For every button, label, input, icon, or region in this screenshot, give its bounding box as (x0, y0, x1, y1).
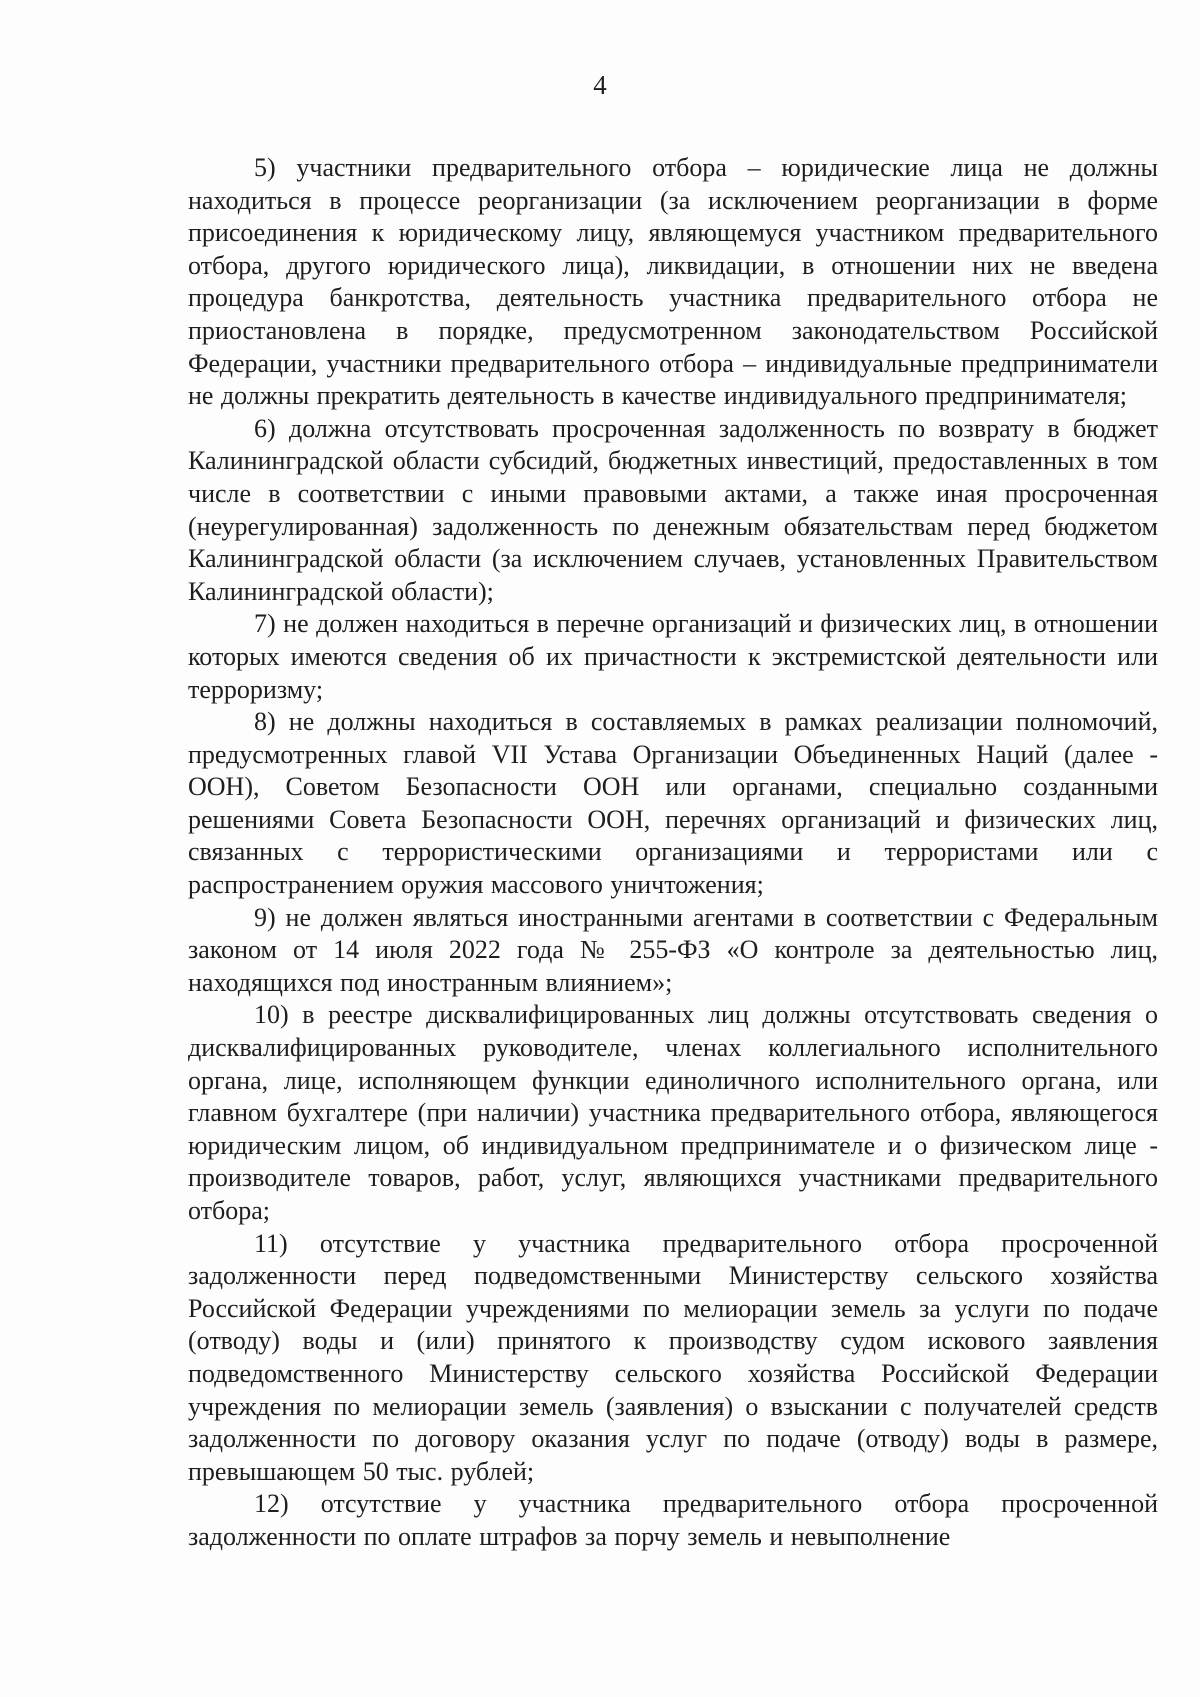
paragraph-item-11: 11) отсутствие у участника предварительного отбора просроченной задолженности перед подведомственными Министерству сельского хозяйства Российской Федерации учреждениями по мелиорации земель за услуги по подаче (отводу) воды и (или) принятого к производству судом искового заявления подведомственного Министерству сельского хозяйства Российской Федерации учреждения по мелиорации земель (заявления) о взыскании с получателей средств задолженности по договору оказания услуг по подаче (отводу) воды в размере, превышающем 50 тыс. рублей; (188, 1228, 1158, 1486)
paragraph-item-12: 12) отсутствие у участника предварительного отбора просроченной задолженности по оплате штрафов за порчу земель и невыполнение (188, 1489, 1158, 1551)
paragraph-item-6: 6) должна отсутствовать просроченная задолженность по возврату в бюджет Калининградской области субсидий, бюджетных инвестиций, предоставленных в том числе в соответствии с иными правовыми актами, а также иная просроченная (неурегулированная) задолженность по денежным обязательствам перед бюджетом Калининградской области (за исключением случаев, установленных Правительством Калининградской области); (188, 413, 1158, 606)
paragraph-item-7: 7) не должен находиться в перечне организаций и физических лиц, в отношении которых имеются сведения об их причастности к экстремистской деятельности или терроризму; (188, 609, 1158, 704)
paragraph-item-8: 8) не должны находиться в составляемых в рамках реализации полномочий, предусмотренных главой VII Устава Организации Объединенных Наций (далее - ООН), Советом Безопасности ООН или органами, специально созданными решениями Совета Безопасности ООН, перечнях организаций и физических лиц, связанных с террористическими организациями и террористами или с распространением оружия массового уничтожения; (188, 707, 1158, 900)
paragraph-item-10: 10) в реестре дисквалифицированных лиц должны отсутствовать сведения о дисквалифицированных руководителе, членах коллегиального исполнительного органа, лице, исполняющем функции единоличного исполнительного органа, или главном бухгалтере (при наличии) участника предварительного отбора, являющегося юридическим лицом, об индивидуальном предпринимателе и о физическом лице - производителе товаров, работ, услуг, являющихся участниками предварительного отбора; (188, 1000, 1158, 1225)
paragraph-item-9: 9) не должен являться иностранными агентами в соответствии с Федеральным законом от 14 июля 2022 года № 255-ФЗ «О контроле за деятельностью лиц, находящихся под иностранным влиянием»; (188, 902, 1158, 997)
document-body (188, 152, 1158, 1554)
paragraph-item-5: 5) участники предварительного отбора – юридические лица не должны находиться в процессе реорганизации (за исключением реорганизации в форме присоединения к юридическому лицу, являющемуся участником предварительного отбора, другого юридического лица), ликвидации, в отношении них не введена процедура банкротства, деятельность участника предварительного отбора не приостановлена в порядке, предусмотренном законодательством Российской Федерации, участники предварительного отбора – индивидуальные предприниматели не должны прекратить деятельность в качестве индивидуального предпринимателя; (188, 153, 1158, 411)
page-number: 4 (593, 70, 607, 100)
